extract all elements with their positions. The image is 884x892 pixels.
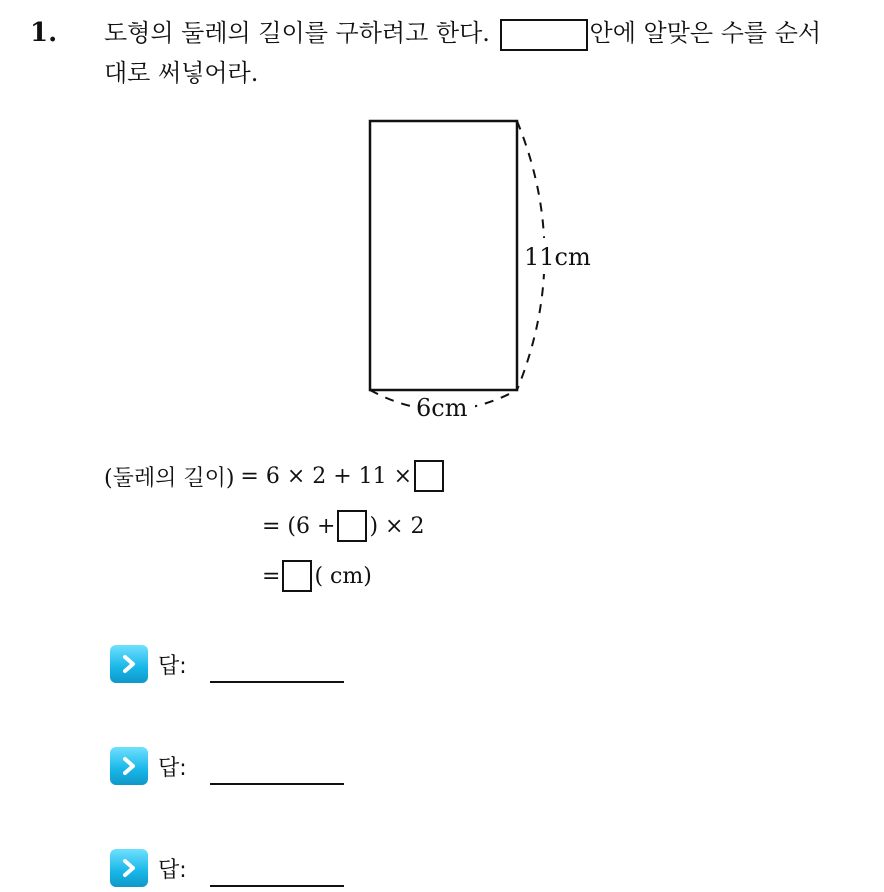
- chevron-right-icon: [110, 645, 148, 683]
- equation-line-3: [262, 560, 372, 592]
- equation-3-prefix: =: [262, 563, 281, 589]
- answer-label: 답:: [158, 857, 187, 883]
- equation-line-1: [104, 460, 446, 492]
- equation-1-expression: = 6 × 2 + 11 ×: [240, 463, 413, 489]
- answer-row: [110, 744, 344, 788]
- equation-line-2: [262, 510, 424, 542]
- equation-3-suffix: ( cm): [314, 563, 372, 589]
- question-number: 1.: [30, 18, 58, 48]
- height-label: 11cm: [524, 243, 591, 271]
- answer-blank-line[interactable]: [210, 681, 344, 683]
- answer-row: [110, 642, 344, 686]
- question-text-after-box: 안에 알맞은 수를 순서: [589, 19, 822, 47]
- equation-2-suffix: ) × 2: [369, 513, 425, 539]
- answer-blank-line[interactable]: [210, 885, 344, 887]
- answer-blank-line[interactable]: [210, 783, 344, 785]
- question-text-line2: 대로 써넣어라.: [104, 59, 259, 87]
- blank-box-3[interactable]: [282, 560, 312, 592]
- blank-box-2[interactable]: [337, 510, 367, 542]
- width-label: 6cm: [416, 394, 468, 422]
- equation-2-prefix: = (6 +: [262, 513, 336, 539]
- question-text-before-box: 도형의 둘레의 길이를 구하려고 한다.: [104, 19, 490, 47]
- answer-label: 답:: [158, 653, 187, 679]
- chevron-right-icon: [110, 747, 148, 785]
- rectangle-shape: [370, 121, 517, 390]
- answer-label: 답:: [158, 755, 187, 781]
- blank-box-1[interactable]: [414, 460, 444, 492]
- perimeter-label: (둘레의 길이): [104, 465, 235, 491]
- chevron-right-icon: [110, 849, 148, 887]
- answer-row: [110, 846, 344, 890]
